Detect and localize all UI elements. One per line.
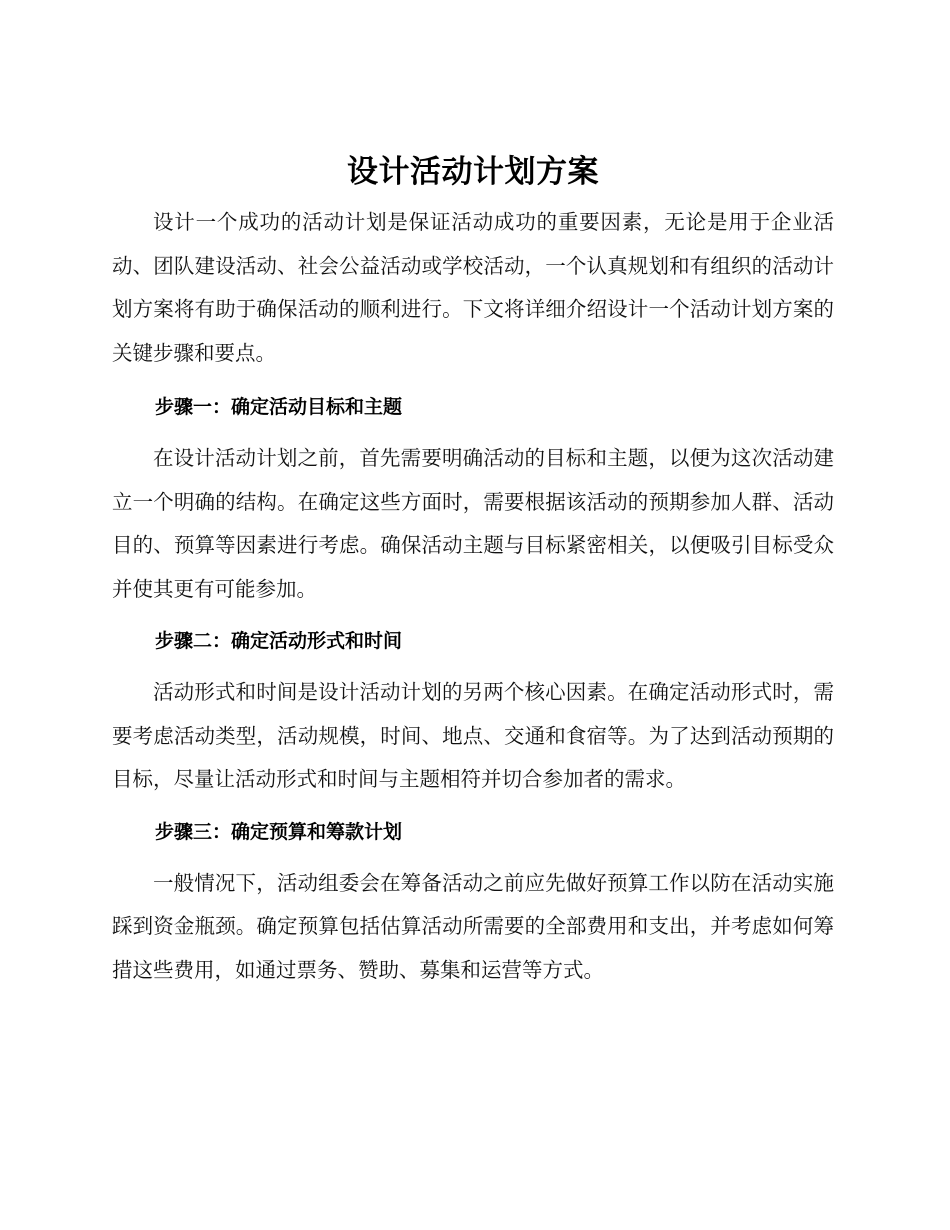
section-heading-step-1: 步骤一：确定活动目标和主题 [155, 396, 403, 418]
section-heading-step-2: 步骤二：确定活动形式和时间 [155, 630, 403, 652]
intro-paragraph: 设计一个成功的活动计划是保证活动成功的重要因素，无论是用于企业活动、团队建设活动、社会公益活动或学校活动，一个认真规划和有组织的活动计划方案将有助于确保活动的顺利进行。下文将详细介绍设计一个活动计划方案的关键步骤和要点。 [112, 210, 834, 365]
section-body-step-1: 在设计活动计划之前，首先需要明确活动的目标和主题，以便为这次活动建立一个明确的结构。在确定这些方面时，需要根据该活动的预期参加人群、活动目的、预算等因素进行考虑。确保活动主题与目标紧密相关，以便吸引目标受众并使其更有可能参加。 [112, 446, 834, 601]
section-heading-step-3: 步骤三：确定预算和筹款计划 [155, 820, 403, 843]
section-body-step-3: 一般情况下，活动组委会在筹备活动之前应先做好预算工作以防在活动实施踩到资金瓶颈。确定预算包括估算活动所需要的全部费用和支出，并考虑如何筹措这些费用，如通过票务、赞助、募集和运营等方式。 [112, 870, 834, 982]
document-content [112, 150, 834, 992]
section-body-step-2: 活动形式和时间是设计活动计划的另两个核心因素。在确定活动形式时，需要考虑活动类型，活动规模，时间、地点、交通和食宿等。为了达到活动预期的目标，尽量让活动形式和时间与主题相符并切合参加者的需求。 [112, 680, 834, 791]
document-title: 设计活动计划方案 [347, 154, 599, 190]
